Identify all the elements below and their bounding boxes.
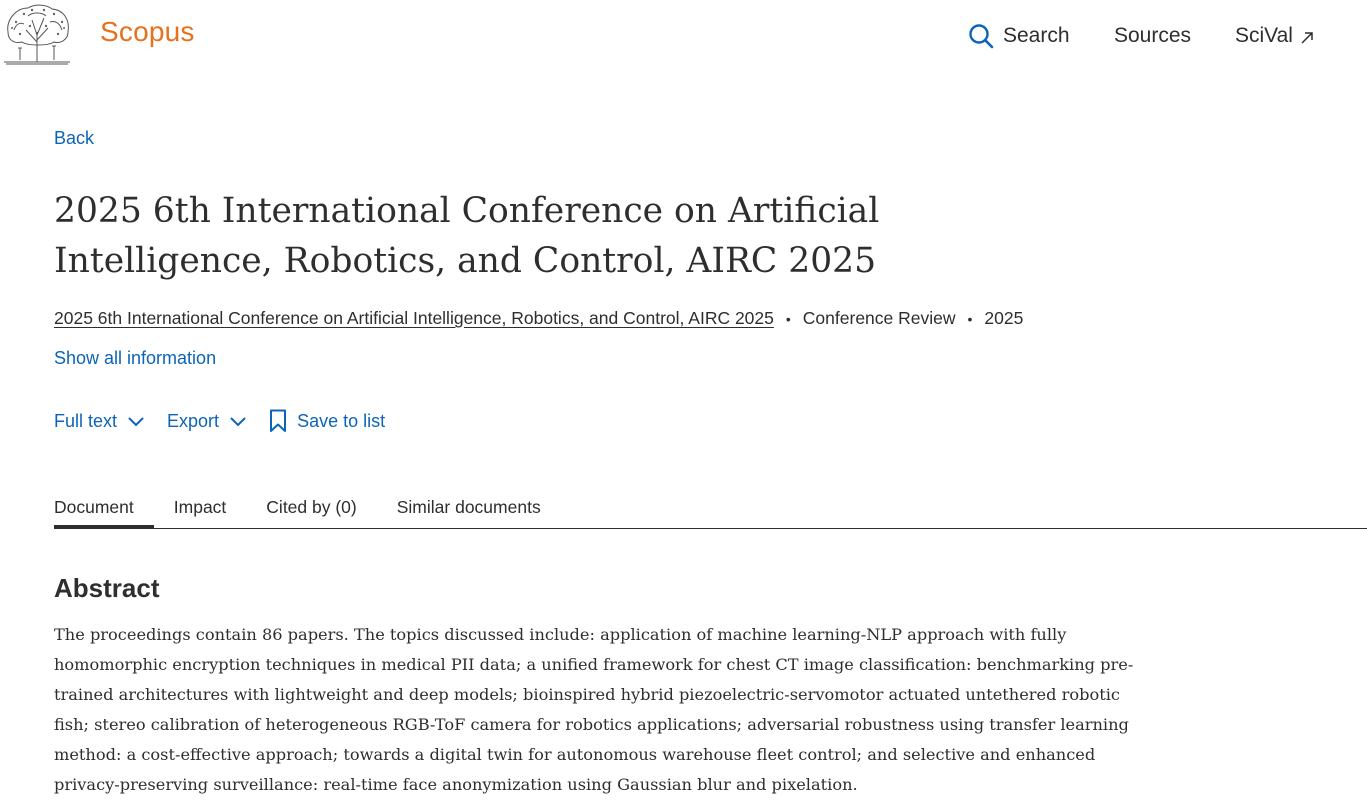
back-link[interactable]: Back — [54, 128, 95, 148]
chevron-down-icon — [127, 415, 145, 427]
nav-sources-label: Sources — [1114, 24, 1192, 47]
export-button[interactable] — [167, 411, 247, 432]
nav-search-label: Search — [1003, 24, 1070, 47]
tab-cited-by[interactable] — [266, 492, 356, 528]
meta-separator: • — [785, 310, 791, 327]
nav-search[interactable] — [968, 20, 1070, 52]
save-to-list-label: Save to list — [297, 410, 386, 431]
elsevier-logo[interactable] — [2, 2, 72, 66]
abstract-text: The proceedings contain 86 papers. The topics discussed include: application of machine learning-NLP approach with fully homomorphic encryption techniques in medical PII data; a unified framework for chest CT image classification: benchmarking pre-trained architectures with lightweight and deep models; bioinspired hybrid piezoelectric-servomotor actuated untethered robotic fish; stereo calibration of heterogeneous RGB-ToF camera for robotics applications; adversarial robustness using transfer learning method: a cost-effective approach; towards a digital twin for autonomous warehouse fleet control; and selective and enhanced privacy-preserving surveillance: real-time face anonymization using Gaussian blur and pixelation. — [54, 625, 1134, 794]
tab-similar-documents[interactable] — [397, 492, 541, 528]
tab-label: Document — [54, 497, 134, 517]
tab-label: Impact — [173, 497, 227, 517]
chevron-down-icon — [229, 415, 247, 427]
external-link-icon — [1299, 30, 1315, 46]
search-icon — [968, 23, 994, 49]
document-tabs — [54, 492, 1367, 529]
site-header — [0, 0, 1367, 72]
document-year: 2025 — [984, 308, 1024, 328]
document-type: Conference Review — [802, 308, 956, 328]
full-text-label: Full text — [54, 410, 118, 431]
tab-label: Cited by (0) — [266, 497, 357, 517]
full-text-button[interactable] — [54, 411, 145, 432]
show-all-information-link[interactable]: Show all information — [54, 348, 217, 368]
nav-sources[interactable] — [1114, 20, 1191, 52]
tab-document[interactable] — [54, 492, 134, 528]
bookmark-icon — [269, 409, 287, 433]
nav-scival[interactable] — [1235, 20, 1315, 52]
scopus-brand[interactable]: Scopus — [100, 16, 195, 47]
page-title: 2025 6th International Conference on Artificial Intelligence, Robotics, and Control, AIRC 2025 — [54, 191, 880, 281]
abstract-heading: Abstract — [54, 573, 160, 603]
document-actions — [54, 406, 407, 436]
tab-label: Similar documents — [396, 497, 541, 517]
save-to-list-button[interactable] — [269, 409, 385, 433]
source-title-link[interactable]: 2025 6th International Conference on Artificial Intelligence, Robotics, and Control, AIRC 2025 — [54, 308, 774, 328]
tab-impact[interactable] — [174, 492, 227, 528]
meta-separator: • — [967, 310, 973, 327]
export-label: Export — [167, 410, 220, 431]
nav-scival-label: SciVal — [1235, 24, 1293, 47]
document-meta — [54, 308, 1023, 329]
